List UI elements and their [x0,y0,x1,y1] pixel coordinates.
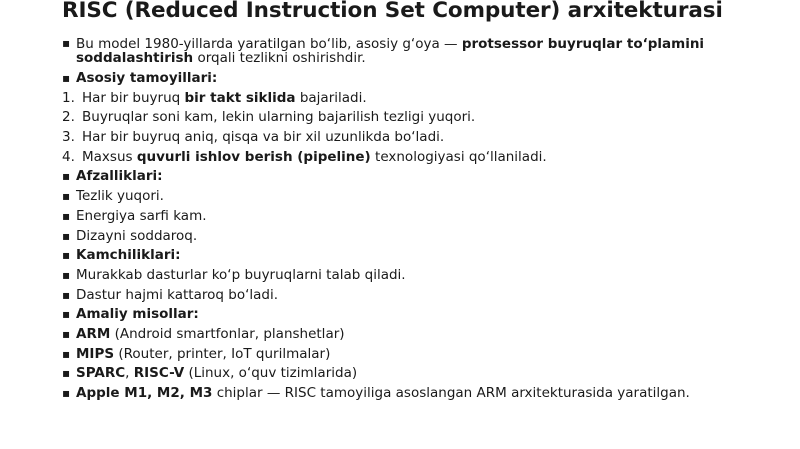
item-number: 4. [62,148,75,165]
disadvantages-heading-item [62,246,782,266]
list-item: ▪ Dastur hajmi kattaroq bo‘ladi. [62,286,782,306]
bullet-icon [62,246,70,266]
item-text: Buyruqlar soni kam, lekin ularning bajarilish tezligi yuqori. [82,109,476,126]
list-item: ▪ Murakkab dasturlar ko‘p buyruqlarni talab qiladi. [62,266,782,286]
disadvantages-heading: Kamchiliklari: [76,247,181,264]
numbered-item [62,89,782,109]
bullet-icon [62,36,70,50]
slide-body [62,36,782,404]
item-number: 1. [62,89,75,106]
item-text: Har bir buyruq aniq, qisqa va bir xil uzunlikda bo‘ladi. [82,129,445,146]
bullet-icon [62,364,70,384]
bullet-icon [62,69,70,89]
intro-item [62,36,782,69]
list-item: ▪ Dizayni soddaroq. [62,227,782,247]
principles-heading: Asosiy tamoyillari: [76,70,218,86]
bullet-icon [62,266,70,286]
list-item: ▪ ARM (Android smartfonlar, planshetlar) [62,325,782,345]
intro-text: Bu model 1980-yillarda yaratilgan bo‘lib, asosiy g‘oya — protsessor buyruqlar to‘plamini soddalashtirish orqali tezlikni oshirishdir. [76,36,705,66]
bullet-icon [62,305,70,325]
numbered-item [62,128,782,148]
slide-title: RISC (Reduced Instruction Set Computer) arxitekturasi [62,0,723,23]
bullet-icon [62,227,70,247]
item-text: Har bir buyruq bir takt siklida bajariladi. [82,89,367,106]
examples-heading: Amaliy misollar: [76,306,199,323]
item-number: 2. [62,109,75,126]
bullet-icon [62,207,70,227]
bullet-icon [62,167,70,187]
numbered-item [62,108,782,128]
bullet-icon [62,345,70,365]
list-item: ▪ Apple M1, M2, M3 chiplar — RISC tamoyiliga asoslangan ARM arxitekturasida yaratilgan. [62,384,782,404]
list-item: ▪ Tezlik yuqori. [62,187,782,207]
item-number: 3. [62,129,75,146]
bullet-icon [62,325,70,345]
item-text: Maxsus quvurli ishlov berish (pipeline) texnologiyasi qo‘llaniladi. [82,148,547,165]
list-item: ▪ Energiya sarfi kam. [62,207,782,227]
bullet-icon [62,286,70,306]
list-item: ▪ MIPS (Router, printer, IoT qurilmalar) [62,345,782,365]
advantages-heading: Afzalliklari: [76,168,163,185]
list-item: ▪ SPARC, RISC-V (Linux, o‘quv tizimlarida) [62,364,782,384]
advantages-heading-item [62,167,782,187]
numbered-item [62,148,782,168]
examples-heading-item [62,305,782,325]
bullet-icon [62,187,70,207]
bullet-icon [62,384,70,404]
principles-heading-item [62,69,782,89]
